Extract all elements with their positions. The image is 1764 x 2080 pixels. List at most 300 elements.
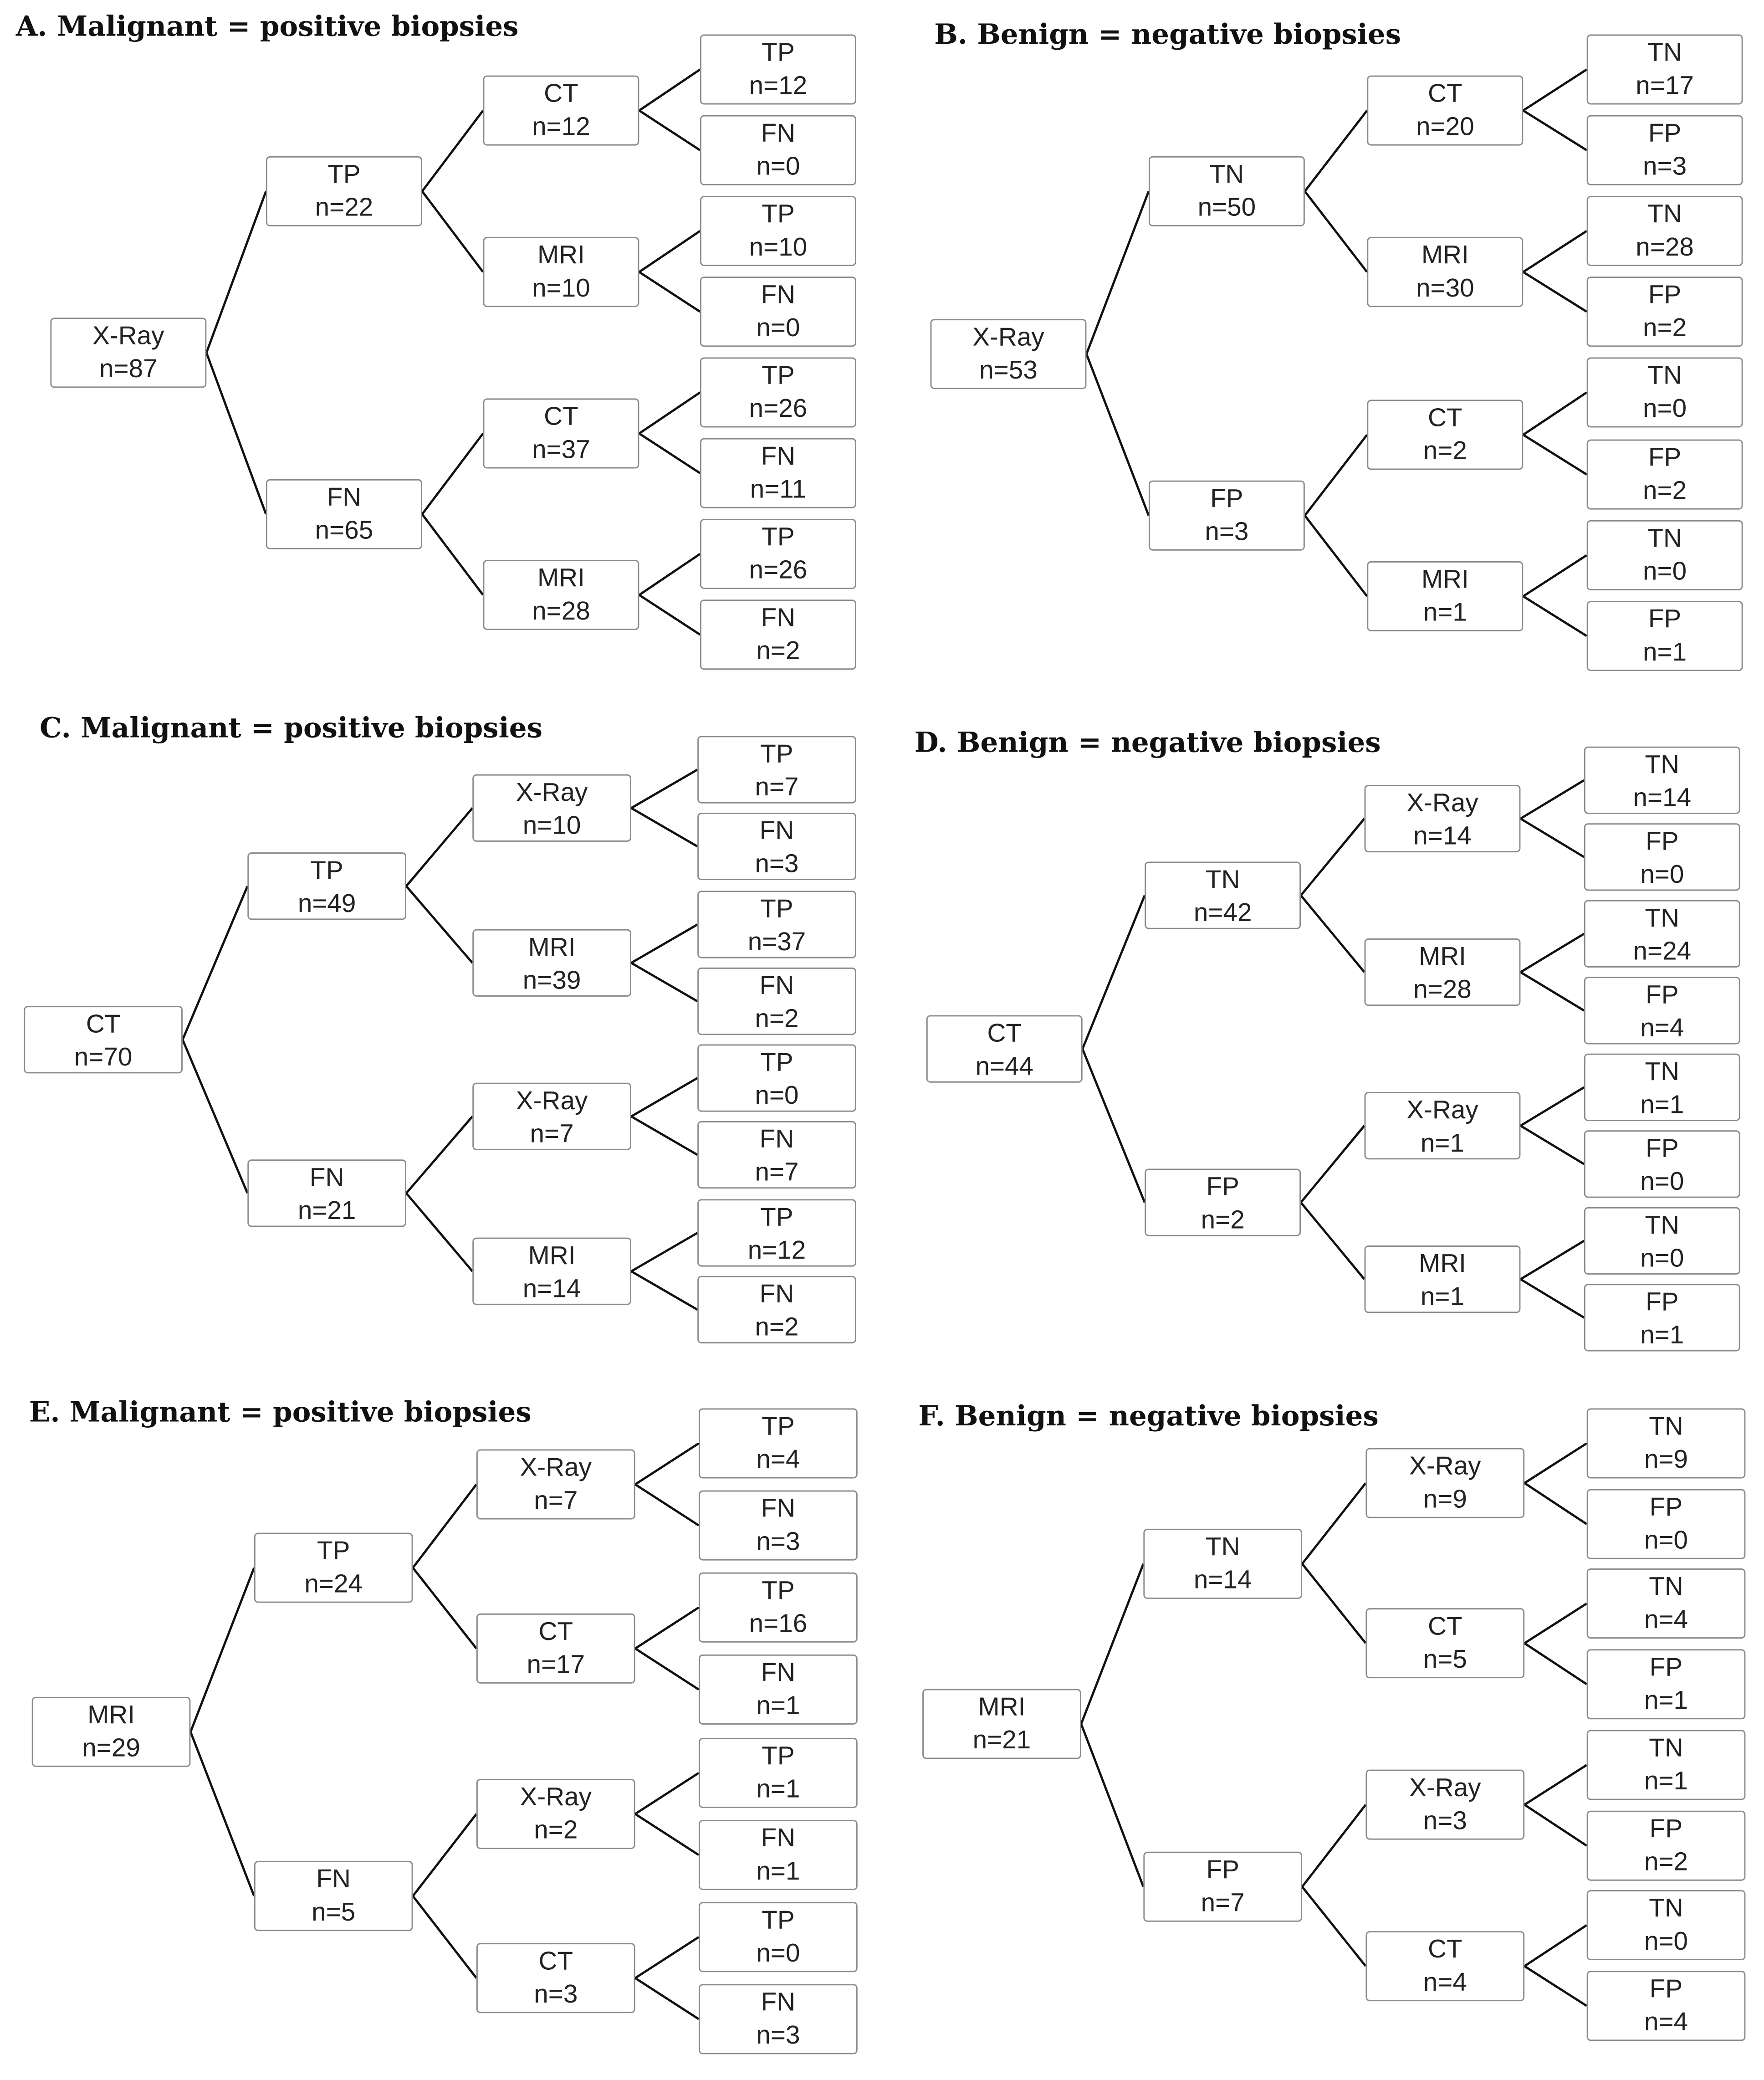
node-count: n=2	[756, 636, 800, 666]
leaf-node	[1584, 1054, 1740, 1121]
edge-root-to-level1	[1086, 354, 1149, 515]
node-count: n=0	[1643, 394, 1687, 424]
leaf-node	[1584, 1284, 1740, 1351]
leaf-node	[1587, 1971, 1746, 2041]
leaf-node	[699, 1408, 858, 1478]
leaf-node	[697, 968, 856, 1035]
edge-level1-to-level2	[1302, 1564, 1365, 1643]
leaf-node	[1587, 1730, 1746, 1800]
edge-level2-to-leaf	[639, 392, 700, 433]
node-count: n=21	[972, 1726, 1031, 1755]
leaf-node	[700, 357, 856, 427]
level2-node	[476, 1450, 635, 1520]
node-label: TN	[1649, 1734, 1683, 1763]
node-count: n=17	[527, 1650, 585, 1680]
node-label: TP	[310, 856, 343, 886]
node-count: n=30	[1416, 274, 1474, 303]
node-count: n=0	[756, 313, 800, 343]
node-count: n=87	[99, 354, 158, 384]
panel-title: D. Benign = negative biopsies	[914, 725, 1381, 758]
node-label: MRI	[1421, 565, 1469, 594]
edge-root-to-level1	[1083, 1049, 1145, 1203]
panel-title: C. Malignant = positive biopsies	[40, 711, 542, 744]
edge-level1-to-level2	[1301, 896, 1364, 973]
edge-level1-to-level2	[422, 111, 483, 191]
node-label: TP	[762, 38, 795, 68]
level2-node	[1365, 785, 1521, 852]
node-count: n=53	[979, 356, 1038, 385]
node-label: TN	[1205, 1532, 1240, 1562]
edge-level2-to-leaf	[1524, 1805, 1587, 1846]
edge-level1-to-level2	[406, 808, 472, 886]
node-label: MRI	[87, 1701, 135, 1730]
node-count: n=3	[756, 2021, 800, 2050]
edge-level2-to-leaf	[1523, 596, 1586, 636]
edge-level2-to-leaf	[1524, 1643, 1587, 1684]
leaf-node	[700, 599, 856, 670]
edge-level2-to-leaf	[639, 554, 700, 595]
node-label: TP	[760, 895, 793, 924]
node-label: TP	[762, 1576, 795, 1606]
node-label: TN	[1647, 524, 1682, 553]
edge-level2-to-leaf	[631, 1117, 697, 1155]
edge-level1-to-level2	[406, 886, 472, 963]
node-label: FP	[1649, 1975, 1683, 2004]
panel-title: B. Benign = negative biopsies	[934, 17, 1401, 51]
edge-level1-to-level2	[413, 1896, 476, 1978]
node-label: TP	[760, 1048, 793, 1078]
node-label: FN	[761, 1824, 796, 1853]
node-count: n=24	[1633, 937, 1692, 967]
level2-node	[476, 1614, 635, 1684]
node-count: n=10	[532, 274, 590, 303]
edge-level2-to-leaf	[639, 70, 700, 111]
node-label: MRI	[528, 933, 576, 963]
leaf-node	[1587, 1649, 1746, 1719]
node-label: CT	[544, 402, 578, 432]
panel-e-tree	[0, 1379, 881, 2080]
edge-root-to-level1	[206, 191, 266, 353]
panel-title: E. Malignant = positive biopsies	[29, 1395, 532, 1429]
node-count: n=14	[1413, 822, 1472, 851]
node-count: n=0	[1640, 1167, 1684, 1197]
node-label: TP	[762, 361, 795, 391]
level1-node	[1143, 1529, 1302, 1599]
node-count: n=0	[1640, 1244, 1684, 1274]
node-count: n=2	[1201, 1205, 1245, 1235]
node-label: FN	[309, 1163, 344, 1193]
node-label: CT	[1428, 1612, 1462, 1641]
level2-node	[1365, 1931, 1524, 2001]
node-count: n=4	[1644, 1605, 1688, 1635]
node-count: n=9	[1644, 1445, 1688, 1475]
node-label: FP	[1206, 1173, 1239, 1202]
node-count: n=4	[756, 1445, 800, 1475]
level2-node	[483, 76, 639, 146]
level1-node	[1149, 481, 1305, 551]
leaf-node	[1587, 115, 1743, 185]
node-label: X-Ray	[520, 1453, 592, 1483]
node-label: X-Ray	[1409, 1773, 1481, 1803]
node-count: n=10	[522, 811, 581, 840]
edge-level2-to-leaf	[1520, 1126, 1584, 1164]
panel-c-tree	[0, 699, 881, 1361]
edge-root-to-level1	[183, 1040, 247, 1193]
edge-level2-to-leaf	[631, 924, 697, 963]
node-label: MRI	[537, 564, 585, 593]
node-label: FP	[1648, 280, 1682, 310]
node-count: n=20	[1416, 112, 1474, 142]
leaf-node	[700, 519, 856, 589]
edge-level2-to-leaf	[639, 111, 700, 150]
edge-level2-to-leaf	[1520, 1279, 1584, 1317]
leaf-node	[699, 1738, 858, 1808]
level2-node	[472, 1083, 631, 1150]
node-label: FP	[1649, 1653, 1683, 1682]
node-label: TP	[762, 1906, 795, 1935]
node-count: n=10	[749, 233, 808, 262]
edge-level2-to-leaf	[1524, 1925, 1587, 1966]
leaf-node	[1584, 900, 1740, 968]
level1-node	[254, 1861, 413, 1931]
node-label: X-Ray	[972, 323, 1044, 352]
level2-node	[476, 1779, 635, 1849]
node-count: n=1	[1640, 1091, 1684, 1120]
node-label: MRI	[1419, 942, 1466, 972]
level1-node	[1145, 1169, 1301, 1236]
edge-level2-to-leaf	[631, 808, 697, 846]
edge-level1-to-level2	[413, 1814, 476, 1896]
edge-root-to-level1	[1086, 191, 1149, 354]
level2-node	[472, 1238, 631, 1305]
node-count: n=26	[749, 394, 808, 424]
edge-level2-to-leaf	[1523, 70, 1586, 111]
leaf-node	[697, 1276, 856, 1343]
node-label: FP	[1649, 1493, 1683, 1522]
node-count: n=29	[82, 1734, 140, 1763]
node-count: n=1	[1644, 1686, 1688, 1716]
root-node	[50, 318, 206, 388]
level2-node	[1367, 400, 1523, 470]
edge-level2-to-leaf	[1520, 1241, 1584, 1279]
node-label: TN	[1647, 361, 1682, 391]
node-count: n=4	[1423, 1968, 1467, 1998]
node-label: CT	[86, 1009, 121, 1039]
edge-level1-to-level2	[1302, 1887, 1365, 1966]
leaf-node	[700, 115, 856, 185]
node-label: TN	[1647, 38, 1682, 68]
node-count: n=1	[756, 1857, 800, 1886]
node-label: CT	[544, 79, 578, 109]
node-count: n=3	[1205, 517, 1249, 547]
node-count: n=2	[755, 1313, 799, 1342]
level2-node	[472, 774, 631, 842]
node-count: n=24	[304, 1569, 363, 1599]
node-label: FP	[1649, 1814, 1683, 1844]
node-label: TN	[1647, 200, 1682, 229]
edge-level2-to-leaf	[1520, 1087, 1584, 1126]
edge-level2-to-leaf	[635, 1814, 699, 1855]
edge-level1-to-level2	[1301, 1126, 1364, 1203]
edge-level2-to-leaf	[1524, 1604, 1587, 1643]
node-label: MRI	[1421, 241, 1469, 270]
edge-level2-to-leaf	[635, 1443, 699, 1484]
edge-level2-to-leaf	[631, 963, 697, 1001]
root-node	[931, 319, 1087, 389]
node-label: FP	[1648, 119, 1682, 149]
node-count: n=3	[1423, 1807, 1467, 1836]
leaf-node	[1587, 1811, 1746, 1881]
node-count: n=7	[530, 1120, 574, 1149]
node-label: CT	[538, 1947, 573, 1976]
node-label: FN	[761, 1494, 796, 1524]
node-count: n=28	[532, 597, 590, 626]
node-label: X-Ray	[516, 1086, 588, 1116]
panel-title: F. Benign = negative biopsies	[918, 1399, 1379, 1432]
edge-level1-to-level2	[422, 434, 483, 514]
node-count: n=37	[532, 435, 590, 465]
node-count: n=17	[1636, 71, 1694, 101]
edge-level2-to-leaf	[639, 595, 700, 635]
node-count: n=7	[1201, 1889, 1245, 1918]
leaf-node	[1587, 1568, 1746, 1639]
leaf-node	[697, 1121, 856, 1189]
node-label: CT	[538, 1617, 573, 1647]
node-label: TN	[1649, 1572, 1683, 1602]
node-count: n=11	[750, 475, 807, 504]
edge-level2-to-leaf	[1524, 1483, 1587, 1524]
node-count: n=0	[756, 1939, 800, 1968]
leaf-node	[1587, 1489, 1746, 1559]
leaf-node	[1587, 277, 1743, 347]
edge-level1-to-level2	[422, 514, 483, 595]
node-label: TN	[1645, 1057, 1680, 1087]
level2-node	[1367, 76, 1523, 146]
node-count: n=28	[1636, 233, 1694, 262]
node-count: n=2	[755, 1004, 799, 1034]
level1-node	[266, 479, 422, 549]
leaf-node	[699, 1984, 858, 2054]
leaf-node	[1587, 440, 1743, 510]
node-count: n=3	[755, 850, 799, 879]
node-label: FP	[1646, 980, 1679, 1010]
node-label: TN	[1645, 750, 1680, 780]
node-count: n=2	[534, 1816, 578, 1845]
edge-level2-to-leaf	[1524, 1443, 1587, 1483]
edge-level2-to-leaf	[635, 1608, 699, 1649]
node-count: n=4	[1640, 1014, 1684, 1043]
node-count: n=1	[1420, 1282, 1465, 1312]
node-count: n=1	[756, 1775, 800, 1804]
edge-level2-to-leaf	[1523, 272, 1586, 312]
edge-level1-to-level2	[1302, 1483, 1365, 1564]
node-count: n=7	[534, 1486, 578, 1516]
node-label: FN	[761, 119, 796, 149]
node-label: FN	[759, 1280, 794, 1309]
edge-level2-to-leaf	[1520, 780, 1584, 819]
node-label: TP	[327, 160, 361, 190]
edge-level2-to-leaf	[1523, 435, 1586, 474]
level2-node	[483, 560, 639, 630]
panel-title: A. Malignant = positive biopsies	[15, 9, 519, 42]
leaf-node	[697, 1199, 856, 1266]
edge-level2-to-leaf	[1520, 819, 1584, 857]
leaf-node	[699, 1491, 858, 1561]
level2-node	[1365, 1608, 1524, 1678]
node-count: n=4	[1644, 2008, 1688, 2037]
node-label: TP	[317, 1537, 350, 1566]
edge-level1-to-level2	[422, 191, 483, 272]
node-count: n=1	[756, 1691, 800, 1721]
node-count: n=12	[532, 112, 590, 142]
node-label: X-Ray	[1406, 789, 1478, 818]
level2-node	[472, 929, 631, 997]
node-label: TN	[1649, 1412, 1683, 1442]
root-node	[32, 1697, 191, 1767]
leaf-node	[1584, 747, 1740, 814]
level2-node	[1365, 1770, 1524, 1840]
node-label: FN	[761, 603, 796, 633]
node-count: n=7	[755, 773, 799, 802]
root-node	[922, 1689, 1081, 1759]
level2-node	[1365, 1448, 1524, 1518]
node-label: FP	[1648, 443, 1682, 473]
edge-level2-to-leaf	[635, 1773, 699, 1814]
leaf-node	[697, 736, 856, 803]
level1-node	[247, 852, 406, 920]
edge-level2-to-leaf	[635, 1937, 699, 1978]
node-count: n=37	[747, 927, 806, 957]
node-count: n=21	[297, 1196, 356, 1226]
node-count: n=0	[756, 152, 800, 182]
node-count: n=2	[1423, 436, 1467, 466]
node-label: FP	[1648, 605, 1682, 634]
leaf-node	[699, 1573, 858, 1643]
node-count: n=49	[297, 889, 356, 919]
node-count: n=2	[1643, 313, 1687, 343]
node-label: FN	[761, 1988, 796, 2017]
leaf-node	[1587, 35, 1743, 105]
node-count: n=12	[749, 71, 808, 101]
node-count: n=2	[1644, 1848, 1688, 1877]
level1-node	[254, 1533, 413, 1603]
node-label: TN	[1645, 1211, 1680, 1240]
node-count: n=0	[1640, 860, 1684, 890]
edge-root-to-level1	[206, 353, 266, 514]
level2-node	[1365, 1092, 1521, 1159]
node-count: n=0	[1644, 1526, 1688, 1555]
node-count: n=2	[1643, 476, 1687, 506]
node-label: FN	[759, 816, 794, 846]
edge-level2-to-leaf	[635, 1978, 699, 2019]
node-label: TN	[1209, 160, 1244, 190]
node-label: FN	[759, 1125, 794, 1154]
node-label: FP	[1210, 484, 1243, 514]
leaf-node	[699, 1820, 858, 1890]
node-count: n=5	[312, 1898, 356, 1927]
level2-node	[1365, 1245, 1521, 1313]
node-count: n=1	[1420, 1129, 1465, 1158]
node-label: FP	[1646, 1134, 1679, 1163]
node-label: TP	[762, 1412, 795, 1442]
root-node	[926, 1015, 1083, 1083]
node-label: TN	[1649, 1894, 1683, 1923]
node-count: n=26	[749, 556, 808, 585]
edge-level1-to-level2	[1305, 191, 1367, 272]
node-count: n=1	[1643, 638, 1687, 667]
node-label: FN	[761, 1658, 796, 1688]
edge-level2-to-leaf	[1523, 111, 1586, 150]
level2-node	[483, 237, 639, 307]
level2-node	[1367, 561, 1523, 631]
leaf-node	[699, 1902, 858, 1972]
node-label: FN	[316, 1865, 351, 1894]
node-label: X-Ray	[520, 1783, 592, 1812]
node-count: n=14	[1193, 1566, 1252, 1595]
edge-root-to-level1	[190, 1568, 254, 1732]
node-label: FN	[327, 483, 362, 512]
edge-level2-to-leaf	[1520, 934, 1584, 972]
node-count: n=42	[1193, 898, 1252, 928]
node-label: CT	[1428, 1935, 1462, 1964]
node-count: n=12	[747, 1236, 806, 1265]
node-count: n=70	[74, 1043, 133, 1072]
leaf-node	[697, 891, 856, 958]
panel-d-tree	[881, 699, 1764, 1361]
node-count: n=3	[534, 1980, 578, 2009]
node-count: n=14	[1633, 784, 1692, 813]
edge-level2-to-leaf	[635, 1649, 699, 1690]
node-count: n=28	[1413, 975, 1472, 1005]
node-label: X-Ray	[1409, 1452, 1481, 1481]
edge-level2-to-leaf	[1523, 231, 1586, 272]
node-count: n=0	[1644, 1927, 1688, 1957]
node-count: n=50	[1197, 193, 1256, 223]
node-label: TP	[762, 1742, 795, 1771]
edge-level1-to-level2	[1305, 435, 1367, 515]
node-label: TP	[762, 200, 795, 229]
edge-level2-to-leaf	[639, 272, 700, 312]
node-count: n=14	[522, 1274, 581, 1304]
edge-level1-to-level2	[1301, 819, 1364, 896]
edge-level1-to-level2	[413, 1485, 476, 1568]
level2-node	[1365, 938, 1521, 1006]
edge-level1-to-level2	[1302, 1805, 1365, 1887]
node-label: FP	[1646, 1288, 1679, 1317]
node-label: X-Ray	[92, 322, 164, 351]
edge-level2-to-leaf	[639, 434, 700, 473]
node-count: n=3	[1643, 152, 1687, 182]
edge-root-to-level1	[1083, 896, 1145, 1049]
node-count: n=0	[755, 1081, 799, 1111]
edge-level2-to-leaf	[631, 1078, 697, 1117]
leaf-node	[700, 438, 856, 508]
leaf-node	[1584, 977, 1740, 1044]
edge-level2-to-leaf	[1524, 1765, 1587, 1804]
leaf-node	[699, 1655, 858, 1725]
edge-level2-to-leaf	[1520, 972, 1584, 1010]
panel-f-tree	[881, 1379, 1764, 2080]
level2-node	[476, 1943, 635, 2013]
node-count: n=16	[749, 1609, 808, 1639]
node-label: MRI	[978, 1693, 1026, 1722]
node-count: n=9	[1423, 1485, 1467, 1514]
edge-root-to-level1	[183, 886, 247, 1040]
edge-level2-to-leaf	[639, 231, 700, 272]
level1-node	[1149, 156, 1305, 226]
level2-node	[1367, 237, 1523, 307]
edge-level2-to-leaf	[635, 1485, 699, 1526]
